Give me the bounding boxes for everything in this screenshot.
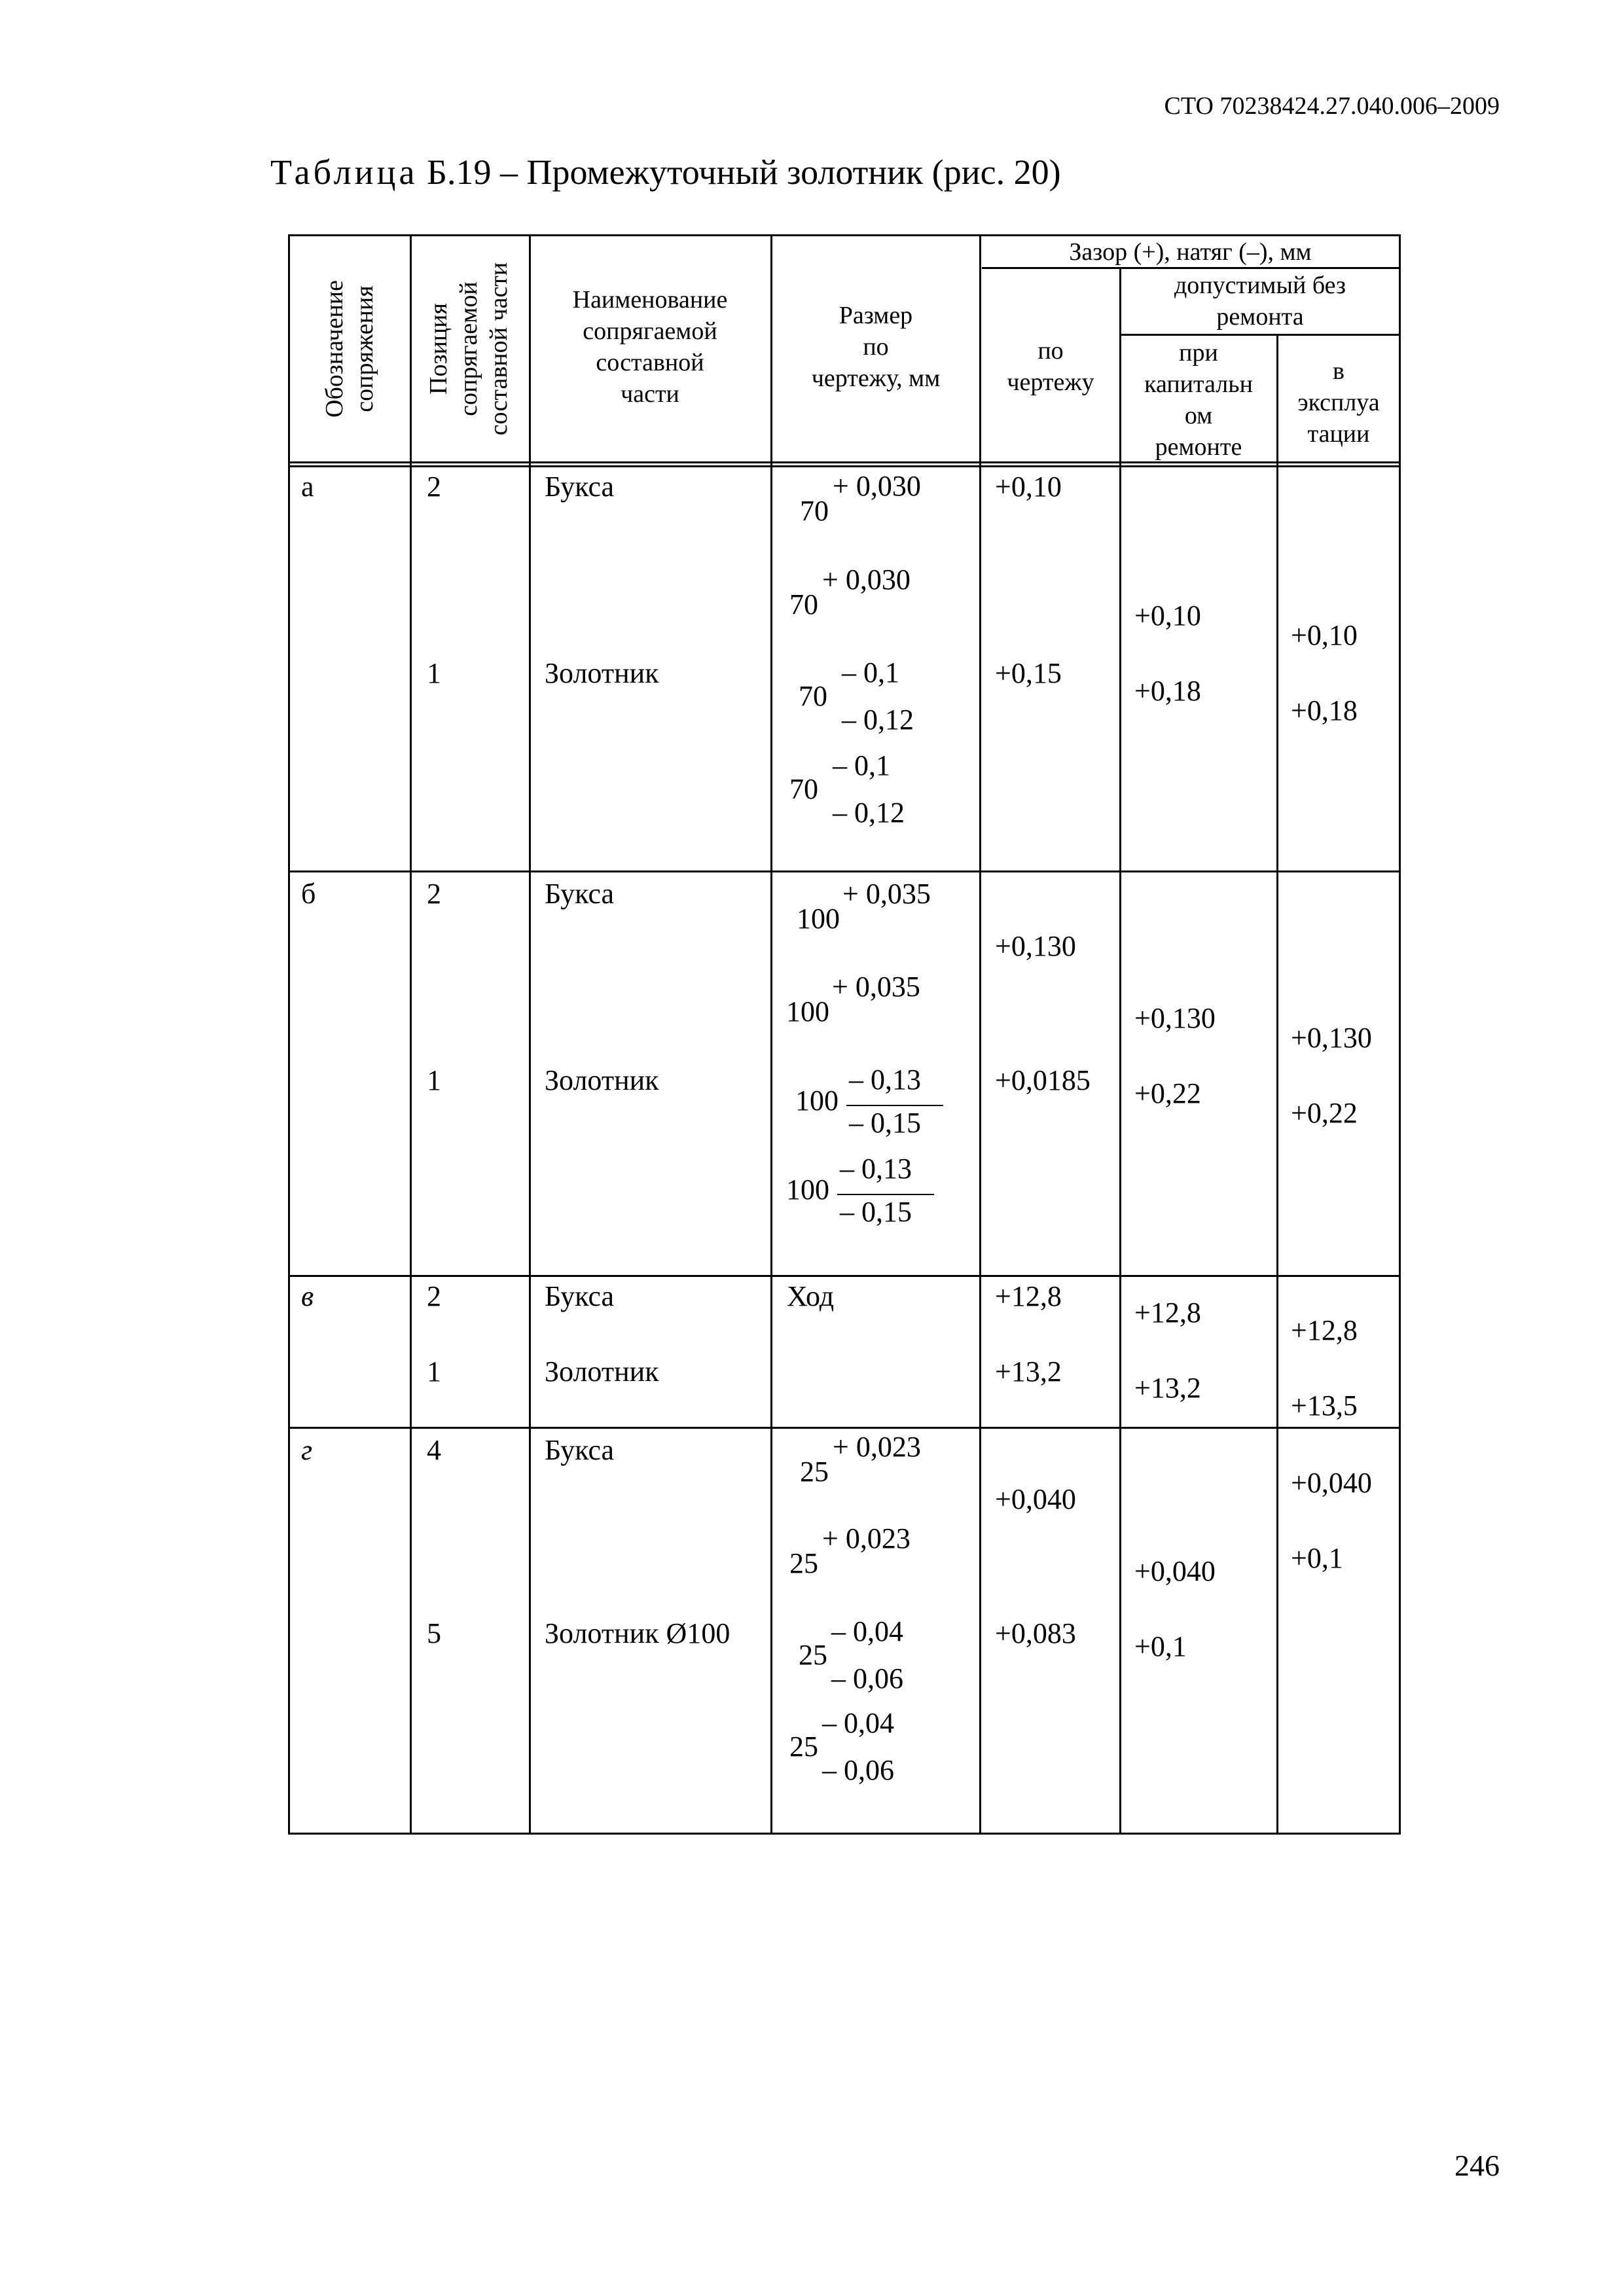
position-cell: 2 — [427, 471, 441, 503]
position-cell: 4 — [427, 1434, 441, 1466]
part-name-cell: Золотник Ø100 — [545, 1617, 731, 1649]
operation-cell: +0,130 — [1291, 1022, 1372, 1054]
part-name-cell: Золотник — [545, 1355, 659, 1388]
header-gap-group: Зазор (+), натяг (–), мм — [1069, 238, 1312, 266]
header-position: Позиция сопрягаемой составной части — [425, 262, 513, 436]
header-allowed: допустимый без ремонта — [1174, 272, 1346, 331]
by-drawing-cell: +0,0185 — [995, 1064, 1091, 1096]
header-capital-repair: при капитальн ом ремонте — [1144, 339, 1253, 461]
operation-cell: +0,1 — [1291, 1542, 1343, 1574]
part-name-cell: Букса — [545, 1280, 615, 1312]
by-drawing-cell: +0,083 — [995, 1617, 1076, 1649]
by-drawing-cell: +0,10 — [995, 471, 1062, 503]
size-cell: Ход — [787, 1280, 835, 1312]
table-title-prefix: Таблица — [270, 152, 418, 192]
header-operation: в эксплуа тации — [1297, 357, 1380, 448]
by-drawing-cell: +13,2 — [995, 1355, 1062, 1388]
designation-cell: в — [301, 1280, 314, 1312]
capital-repair-cell: +0,18 — [1134, 675, 1201, 707]
part-name-cell: Золотник — [545, 1064, 659, 1096]
capital-repair-cell: +12,8 — [1134, 1297, 1201, 1329]
operation-cell: +0,040 — [1291, 1467, 1372, 1499]
operation-cell: +0,22 — [1291, 1097, 1358, 1129]
position-cell: 5 — [427, 1617, 441, 1649]
part-name-cell: Золотник — [545, 657, 659, 689]
capital-repair-cell: +0,1 — [1134, 1630, 1187, 1662]
header-designation: Обозначение сопряжения — [321, 280, 378, 418]
part-name-cell: Букса — [545, 1434, 615, 1466]
part-name-cell: Букса — [545, 471, 615, 503]
header-size: Размер по чертежу, мм — [811, 302, 941, 392]
designation-cell: а — [301, 471, 314, 503]
capital-repair-cell: +0,10 — [1134, 600, 1201, 632]
position-cell: 1 — [427, 657, 441, 689]
position-cell: 1 — [427, 1355, 441, 1388]
designation-cell: б — [301, 878, 316, 910]
part-name-cell: Букса — [545, 878, 615, 910]
capital-repair-cell: +13,2 — [1134, 1372, 1201, 1404]
header-name: Наименование сопрягаемой составной части — [572, 286, 728, 408]
by-drawing-cell: +12,8 — [995, 1280, 1062, 1312]
page-number: 246 — [1454, 2149, 1500, 2182]
capital-repair-cell: +0,130 — [1134, 1002, 1216, 1034]
by-drawing-cell: +0,15 — [995, 657, 1062, 689]
position-cell: 1 — [427, 1064, 441, 1096]
document-code: СТО 70238424.27.040.006–2009 — [1164, 92, 1500, 120]
by-drawing-cell: +0,130 — [995, 930, 1076, 962]
operation-cell: +0,10 — [1291, 619, 1358, 651]
designation-cell: г — [301, 1434, 313, 1466]
table-title — [270, 152, 1061, 192]
header-by-drawing: по чертежу — [1007, 337, 1094, 396]
by-drawing-cell: +0,040 — [995, 1483, 1076, 1515]
capital-repair-cell: +0,22 — [1134, 1077, 1201, 1109]
capital-repair-cell: +0,040 — [1134, 1555, 1216, 1587]
position-cell: 2 — [427, 878, 441, 910]
table-title-text: Б.19 – Промежуточный золотник (рис. 20) — [418, 152, 1061, 192]
operation-cell: +12,8 — [1291, 1314, 1358, 1346]
operation-cell: +0,18 — [1291, 694, 1358, 726]
operation-cell: +13,5 — [1291, 1390, 1358, 1422]
position-cell: 2 — [427, 1280, 441, 1312]
